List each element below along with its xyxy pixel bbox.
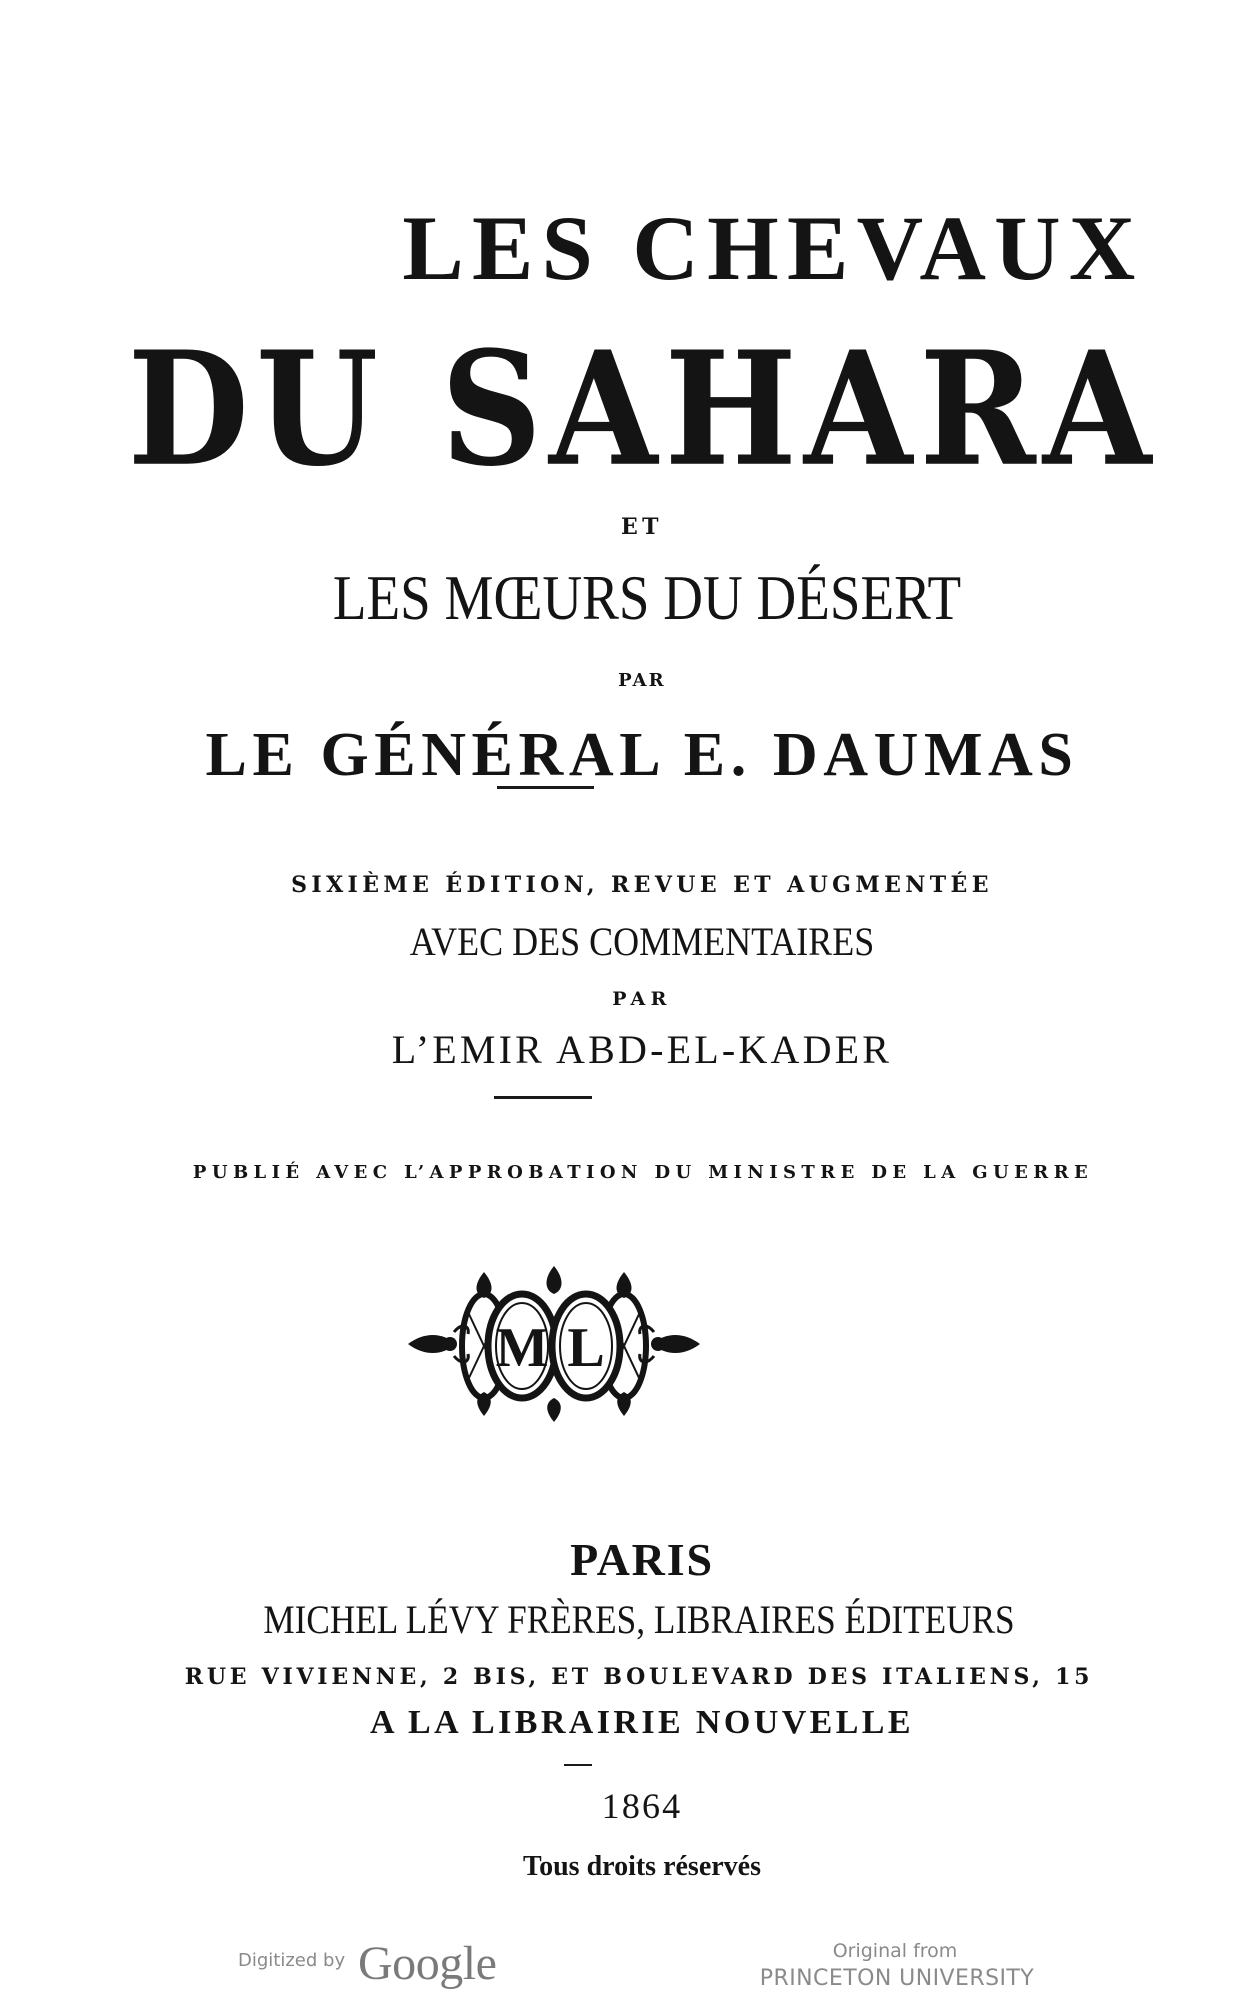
divider-rule-2 [494,1096,592,1099]
title-line-1: LES CHEVAUX [402,197,1144,299]
rights-notice: Tous droits réservés [523,1851,761,1882]
by-label-2: PAR [612,988,672,1010]
publication-year: 1864 [601,1786,683,1826]
author-name: LE GÉNÉRAL E. DAUMAS [205,721,1079,789]
digitized-by-label: Digitized by [238,1950,346,1971]
edition-statement: SIXIÈME ÉDITION, REVUE ET AUGMENTÉE [291,872,993,898]
svg-text:L: L [567,1317,605,1379]
approval-line: PUBLIÉ AVEC L’APPROBATION DU MINISTRE DE LA GUERRE [192,1162,1094,1183]
publisher-address: RUE VIVIENNE, 2 BIS, ET BOULEVARD DES ITALIENS, 15 [184,1664,1094,1690]
title-line-2: DU SAHARA [127,318,1159,502]
source-institution: PRINCETON UNIVERSITY [759,1966,1035,1991]
google-logo: Google [358,1937,497,1990]
city: PARIS [570,1534,714,1585]
subtitle: LES MŒURS DU DÉSERT [332,562,962,633]
by-label-1: PAR [618,670,666,691]
publisher-mark-ornament [404,1262,704,1432]
divider-rule-3 [564,1764,592,1766]
svg-text:M: M [495,1317,549,1379]
original-from-label: Original from [832,1940,958,1962]
commentator-name: L’EMIR ABD-EL-KADER [391,1027,893,1072]
publisher-name: MICHEL LÉVY FRÈRES, LIBRAIRES ÉDITEURS [263,1597,1015,1642]
bookshop-name: A LA LIBRAIRIE NOUVELLE [370,1704,914,1741]
commentary-line: AVEC DES COMMENTAIRES [409,919,875,964]
divider-rule-1 [497,786,594,789]
conjunction-et: ET [621,514,663,540]
